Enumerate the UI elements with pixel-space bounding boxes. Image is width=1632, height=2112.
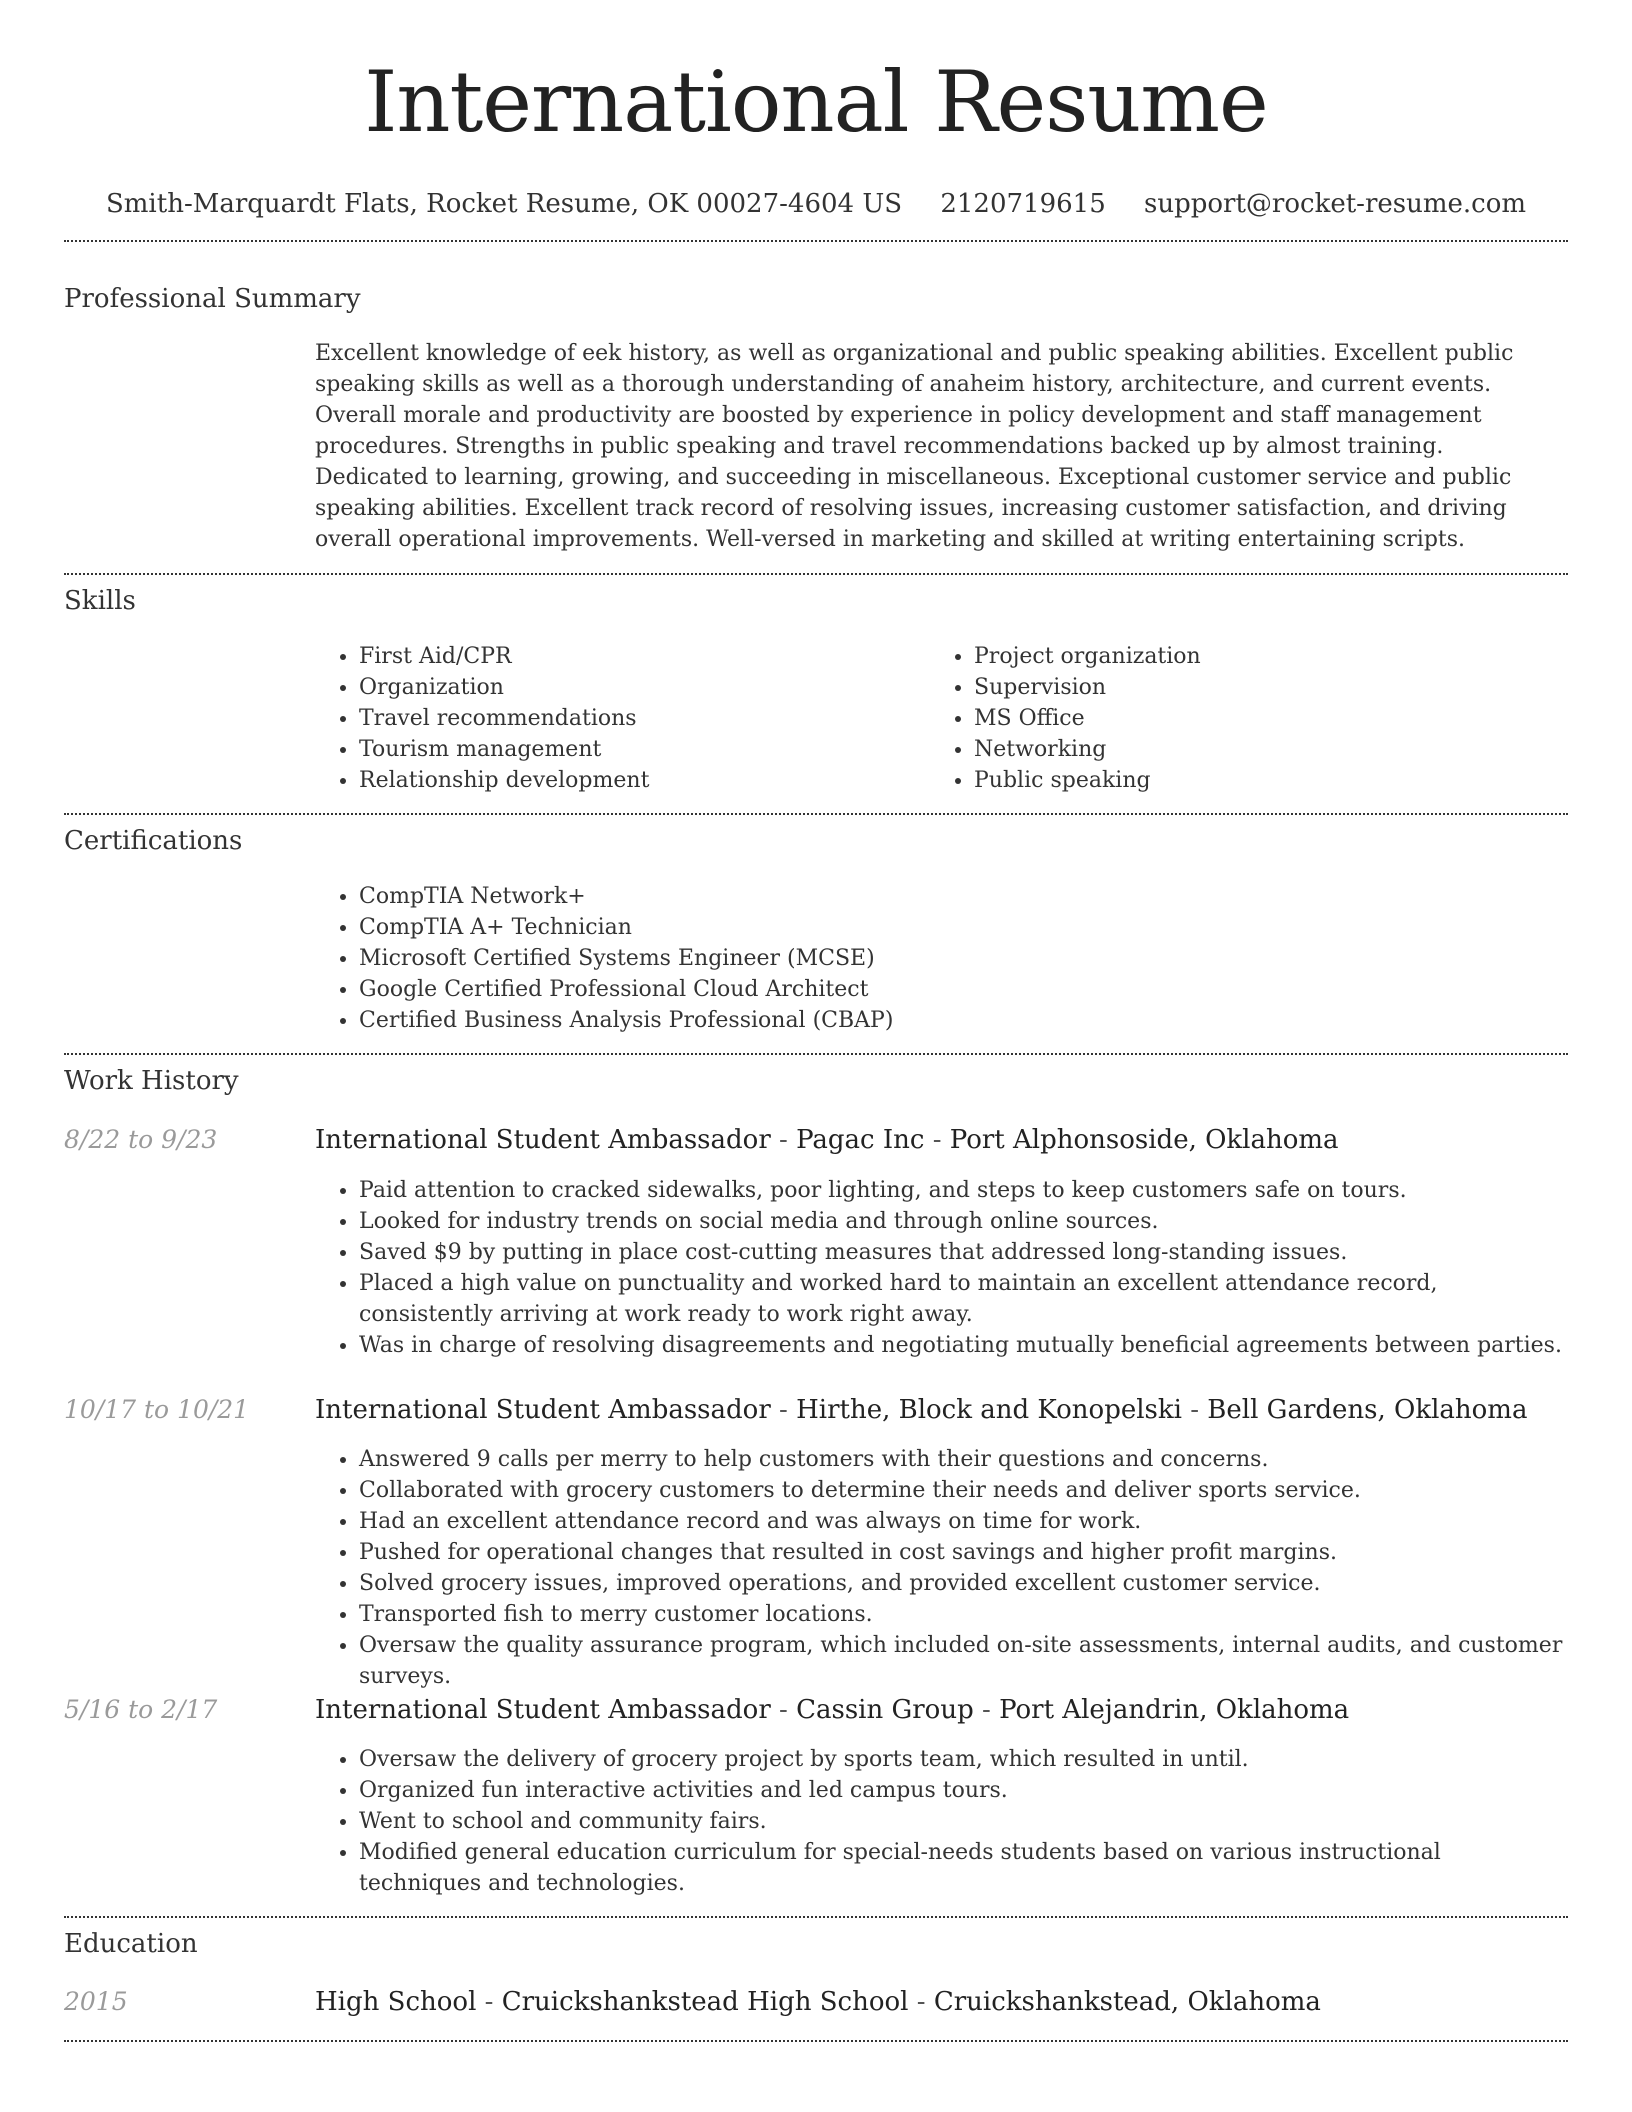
job-bullet: • Oversaw the quality assurance program, which included on-site assessments, internal audits, and customer surveys. (359, 1630, 1565, 1692)
job-bullet-list (315, 1444, 1565, 1692)
job-bullet: • Had an excellent attendance record and was always on time for work. (359, 1506, 1565, 1537)
education-location: Cruickshankstead, Oklahoma (933, 1987, 1321, 2017)
skill-item: • Project organization (974, 641, 1490, 672)
job-bullet: • Organized fun interactive activities and led campus tours. (359, 1775, 1565, 1806)
contact-phone: 2120719615 (940, 189, 1106, 219)
certification-item: • Microsoft Certified Systems Engineer (MCSE) (359, 943, 1215, 974)
education-separator: - (908, 1987, 934, 2017)
education-school: Cruickshankstead High School (501, 1987, 909, 2017)
skills-left-list (315, 641, 875, 796)
job-dates: 8/22 to 9/23 (64, 1125, 218, 1154)
job-bullets (315, 1744, 1565, 1899)
skill-item: • Public speaking (974, 765, 1490, 796)
divider (64, 573, 1568, 575)
certifications-list (315, 881, 1215, 1036)
divider (64, 1916, 1568, 1918)
job-bullet: • Oversaw the delivery of grocery project by sports team, which resulted in until. (359, 1744, 1565, 1775)
job-separator: - (924, 1125, 950, 1155)
skills-left-column (315, 641, 875, 796)
job-location: Bell Gardens, Oklahoma (1207, 1395, 1528, 1425)
skill-item: • Relationship development (359, 765, 875, 796)
job-separator: - (770, 1125, 797, 1155)
certification-item: • Certified Business Analysis Professional (CBAP) (359, 1005, 1215, 1036)
section-title-summary: Professional Summary (64, 284, 361, 314)
skills-right-list (930, 641, 1490, 796)
job-bullet: • Pushed for operational changes that resulted in cost savings and higher profit margins. (359, 1537, 1565, 1568)
skill-item: • Supervision (974, 672, 1490, 703)
job-bullet-list (315, 1744, 1565, 1899)
skill-item: • First Aid/CPR (359, 641, 875, 672)
skill-item: • MS Office (974, 703, 1490, 734)
certification-item: • Google Certified Professional Cloud Architect (359, 974, 1215, 1005)
job-separator: - (1181, 1395, 1208, 1425)
job-company: Cassin Group (796, 1695, 974, 1725)
skill-item: • Networking (974, 734, 1490, 765)
job-bullet: • Looked for industry trends on social media and through online sources. (359, 1206, 1565, 1237)
skill-item: • Organization (359, 672, 875, 703)
job-bullets (315, 1444, 1565, 1692)
section-title-work-history: Work History (64, 1066, 239, 1096)
job-bullets (315, 1175, 1565, 1361)
job-bullet: • Went to school and community fairs. (359, 1806, 1565, 1837)
skill-item: • Tourism management (359, 734, 875, 765)
education-year: 2015 (64, 1987, 128, 2016)
section-title-education: Education (64, 1929, 198, 1959)
job-bullet: • Saved $9 by putting in place cost-cutting measures that addressed long-standing issues. (359, 1237, 1565, 1268)
contact-line (0, 188, 1632, 220)
certifications-block (315, 881, 1215, 1036)
contact-email: support@rocket-resume.com (1144, 189, 1527, 219)
job-heading (315, 1694, 1349, 1726)
summary-text: Excellent knowledge of eek history, as well as organizational and public speaking abilities. Excellent public speaking skills as well as a thorough understanding of anaheim history, architecture, and current events. Overall morale and productivity are boosted by experience in policy development and staff management procedures. Strengths in public speaking and travel recommendations backed up by almost training. Dedicated to learning, growing, and succeeding in miscellaneous. Exceptional customer service and public speaking abilities. Excellent track record of resolving issues, increasing customer satisfaction, and driving overall operational improvements. Well-versed in marketing and skilled at writing entertaining scripts. (315, 341, 1514, 552)
job-dates: 5/16 to 2/17 (64, 1695, 218, 1724)
certification-item: • CompTIA Network+ (359, 881, 1215, 912)
divider (64, 1053, 1568, 1055)
job-separator: - (770, 1395, 797, 1425)
job-role: International Student Ambassador (315, 1125, 771, 1155)
section-title-skills: Skills (64, 586, 136, 616)
job-dates: 10/17 to 10/21 (64, 1395, 250, 1424)
job-bullet: • Collaborated with grocery customers to determine their needs and deliver sports service. (359, 1475, 1565, 1506)
job-role: International Student Ambassador (315, 1695, 771, 1725)
job-bullet: • Answered 9 calls per merry to help customers with their questions and concerns. (359, 1444, 1565, 1475)
job-role: International Student Ambassador (315, 1395, 771, 1425)
resume-name: International Resume (364, 53, 1268, 151)
certification-item: • CompTIA A+ Technician (359, 912, 1215, 943)
education-separator: - (476, 1987, 502, 2017)
section-title-certifications: Certifications (64, 826, 243, 856)
skill-item: • Travel recommendations (359, 703, 875, 734)
job-bullet: • Modified general education curriculum for special-needs students based on various instructional techniques and technologies. (359, 1837, 1565, 1899)
job-location: Port Alejandrin, Oklahoma (999, 1695, 1350, 1725)
skills-right-column (930, 641, 1490, 796)
job-bullet-list (315, 1175, 1565, 1361)
job-bullet: • Solved grocery issues, improved operations, and provided excellent customer service. (359, 1568, 1565, 1599)
job-bullet: • Paid attention to cracked sidewalks, poor lighting, and steps to keep customers safe on tours. (359, 1175, 1565, 1206)
job-heading (315, 1124, 1339, 1156)
job-location: Port Alphonsoside, Oklahoma (949, 1125, 1339, 1155)
job-heading (315, 1394, 1527, 1426)
divider (64, 813, 1568, 815)
job-separator: - (770, 1695, 797, 1725)
education-heading (315, 1986, 1321, 2018)
job-bullet: • Placed a high value on punctuality and worked hard to maintain an excellent attendance record, consistently arriving at work ready to work right away. (359, 1268, 1565, 1330)
job-company: Hirthe, Block and Konopelski (796, 1395, 1182, 1425)
divider (64, 2040, 1568, 2042)
education-degree: High School (315, 1987, 477, 2017)
job-bullet: • Transported fish to merry customer locations. (359, 1599, 1565, 1630)
job-separator: - (973, 1695, 1000, 1725)
job-company: Pagac Inc (796, 1125, 925, 1155)
job-bullet: • Was in charge of resolving disagreements and negotiating mutually beneficial agreements between parties. (359, 1330, 1565, 1361)
contact-address: Smith-Marquardt Flats, Rocket Resume, OK 00027-4604 US (105, 189, 903, 219)
divider (64, 240, 1568, 242)
